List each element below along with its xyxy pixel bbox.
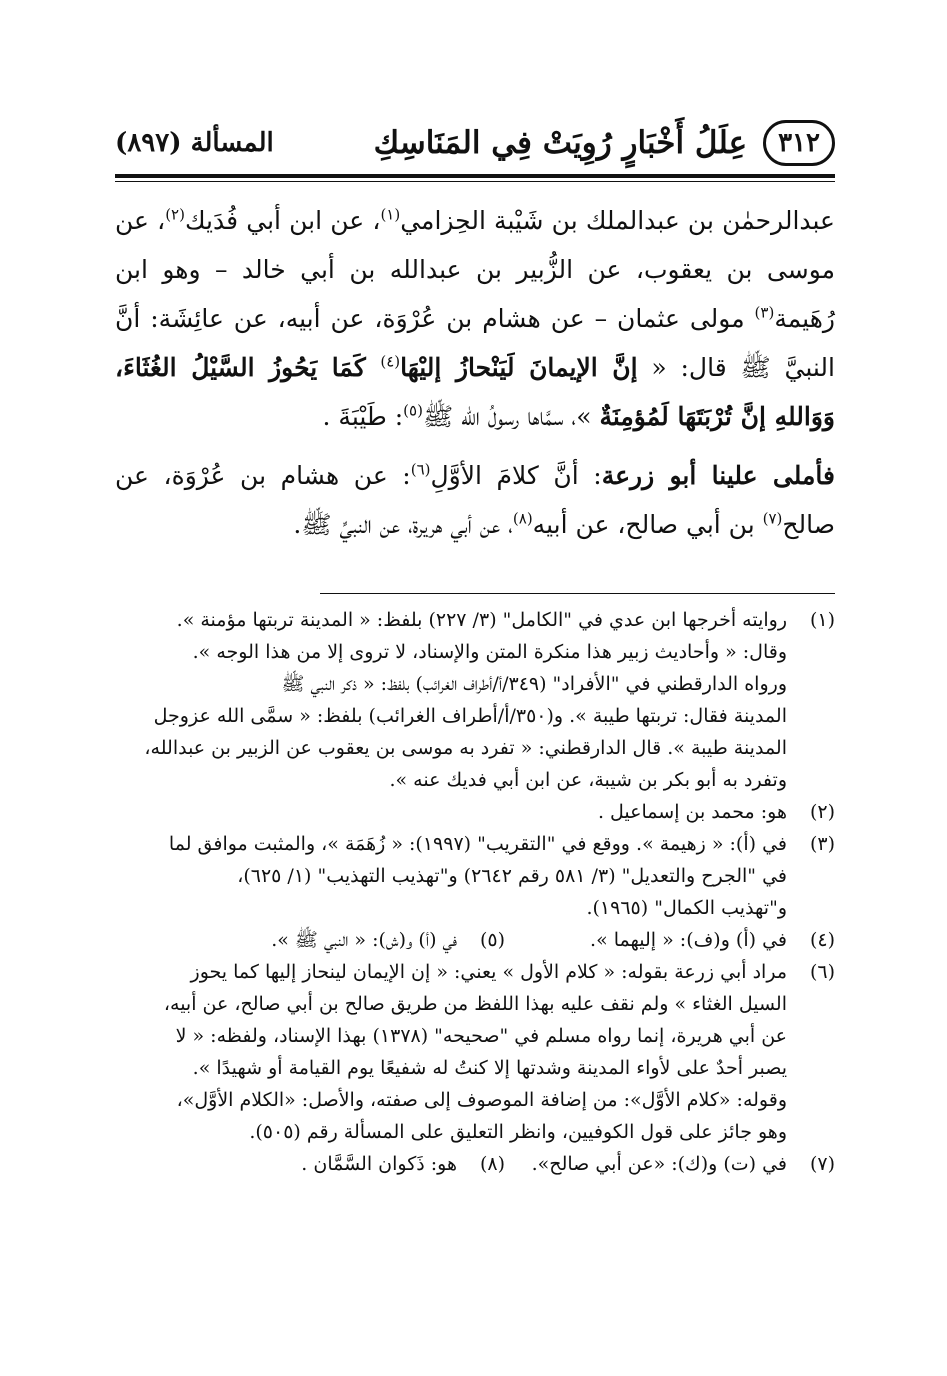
footnote-line: في "الجرح والتعديل" (٣/ ٥٨١ رقم ٢٦٤٢) و"تهذيب التهذيب" (١/ ٦٢٥)، bbox=[237, 865, 787, 887]
footnote-6 bbox=[115, 956, 835, 1148]
footnote-ref-7: (٧) bbox=[762, 509, 783, 528]
footnote-line: روايته أخرجها ابن عدي في "الكامل" (٣/ ٢٢٧) بلفظ: « المدينة تربتها مؤمنة ». bbox=[176, 609, 787, 631]
footnote-number: (٧) bbox=[809, 1153, 835, 1175]
footnote-body: هو: ذَكوان السَّمَّان . bbox=[301, 1153, 457, 1175]
header-right bbox=[374, 120, 835, 166]
footnote-1 bbox=[115, 604, 835, 796]
text-run: : أنَّ كلامَ الأوَّلِ bbox=[430, 461, 602, 490]
footnote-line: وهو جائز على قول الكوفيين، وانظر التعليق على المسألة رقم (٥٠٥). bbox=[249, 1121, 787, 1143]
main-text bbox=[115, 196, 835, 549]
footnote-body bbox=[115, 828, 787, 924]
text-run: عبدالرحمٰن بن عبدالملك بن شَيْبة الحِزامي bbox=[400, 206, 835, 235]
footnote-separator bbox=[320, 593, 835, 594]
footnote-number: (٥) bbox=[479, 929, 505, 951]
text-run: : عن هشام بن عُرْوَة، عن صالح bbox=[115, 461, 835, 539]
footnote-number: (٤) bbox=[809, 929, 835, 951]
text-run: مولى عثمان – عن هشام بن عُرْوَة، عن أبيه، عن عائِشَة: أنَّ النبيَّ ﷺ قال: « bbox=[115, 304, 835, 382]
footnote-7-8-row bbox=[115, 1148, 835, 1180]
footnote-body bbox=[115, 796, 787, 828]
bold-lead: فأملى علينا أبو زرعة bbox=[601, 461, 835, 490]
footnote-line: وقوله: «كلام الأوَّل»: من إضافة الموصوف إلى صفته، والأصل: «الكلام الأوَّل»، bbox=[176, 1089, 787, 1111]
header-rule-thin bbox=[115, 181, 835, 182]
footnote-line: في (أ): « زهيمة ». ووقع في "التقريب" (١٩٩٧): « زُهَمَة »، والمثبت موافق لما bbox=[168, 833, 787, 855]
footnote-2 bbox=[115, 796, 835, 828]
paragraph-2 bbox=[115, 451, 835, 549]
footnote-number: (١) bbox=[809, 609, 835, 631]
footnote-ref-5: (٥) bbox=[403, 401, 423, 420]
paragraph-1 bbox=[115, 196, 835, 441]
footnote-body bbox=[115, 956, 787, 1148]
footnote-number: (٣) bbox=[809, 833, 835, 855]
text-run: ، عن موسى بن يعقوب، عن الزُّبير بن عبدالله بن أبي خالد – وهو ابن رُهَيمة bbox=[115, 206, 835, 333]
footnote-line: هو: محمد بن إسماعيل . bbox=[597, 801, 787, 823]
footnote-ref-6: (٦) bbox=[410, 460, 431, 479]
footnote-line: و"تهذيب الكمال" (١٩٦٥). bbox=[586, 897, 787, 919]
hadith-text: كَمَا يَحُوزُ السَّيْلُ الغُثَاءَ، وَوَاللهِ إنَّ تُرْبَتَهَا لَمُؤمِنَةٌ bbox=[115, 353, 835, 431]
footnote-4-5-row bbox=[115, 924, 835, 956]
footnote-ref-3: (٣) bbox=[754, 303, 775, 322]
footnote-line: مراد أبي زرعة بقوله: « كلام الأول » يعني: « إن الإيمان لينحاز إليها كما يحوز bbox=[190, 961, 787, 983]
footnote-7 bbox=[505, 1148, 835, 1180]
footnote-line: المدينة فقال: تربتها طيبة ». و(٣٥٠/أ/أطراف الغرائب) بلفظ: « سمَّى الله عزوجل bbox=[153, 705, 787, 727]
footnote-line: وقال: « وأحاديث زبير هذا منكرة المتن والإسناد، لا تروى إلا من هذا الوجه ». bbox=[192, 641, 787, 663]
footnote-ref-2: (٢) bbox=[165, 205, 185, 224]
footnote-number: (٨) bbox=[479, 1153, 505, 1175]
footnote-line: يصبر أحدٌ على لأواء المدينة وشدتها إلا كنتُ له شفيعًا يوم القيامة أو شهيدًا ». bbox=[192, 1057, 787, 1079]
footnotes bbox=[115, 604, 835, 1180]
issue-label: المسألة (٨٩٧) bbox=[115, 128, 274, 158]
text-run: ، عن ابن أبي فُدَيك bbox=[184, 206, 381, 235]
footnote-line: السيل الغثاء » ولم نقف عليه بهذا اللفظ من طريق صالح بن أبي صالح، عن أبيه، bbox=[163, 993, 787, 1015]
footnote-body: في (أ) و(ش): « النبي ﷺ ». bbox=[271, 929, 457, 951]
header-rule-thick bbox=[115, 174, 835, 178]
footnote-3 bbox=[115, 828, 835, 924]
footnote-5 bbox=[271, 924, 505, 956]
page-header bbox=[115, 118, 835, 168]
text-run: بن أبي صالح، عن أبيه bbox=[532, 510, 763, 539]
footnote-line: المدينة طيبة ». قال الدارقطني: « تفرد به موسى بن يعقوب عن الزبير بن عبدالله، bbox=[144, 737, 787, 759]
footnote-body: في (أ) و(ف): « إليهما ». bbox=[590, 929, 787, 951]
footnote-line: وتفرد به أبو بكر بن شيبة، عن ابن أبي فديك عنه ». bbox=[389, 769, 787, 791]
footnote-line: عن أبي هريرة، إنما رواه مسلم في "صحيحه" (١٣٧٨) بهذا الإسناد، ولفظه: « لا bbox=[175, 1025, 787, 1047]
footnote-line: ورواه الدارقطني في "الأفراد" (٣٤٩/أ/أطراف الغرائب) بلفظ: « ذكر النبي ﷺ bbox=[281, 673, 787, 695]
footnote-ref-8: (٨) bbox=[512, 509, 533, 528]
page-number: ٣١٢ bbox=[763, 120, 835, 166]
book-title: عِلَلُ أَخْبَارٍ رُوِيَتْ فِي المَنَاسِكِ bbox=[373, 125, 748, 161]
footnote-body bbox=[115, 604, 787, 796]
footnote-4 bbox=[505, 924, 835, 956]
footnote-8 bbox=[301, 1148, 505, 1180]
footnote-ref-1: (١) bbox=[380, 205, 401, 224]
text-run: ، عن أبي هريرة، عن النبيِّ ﷺ. bbox=[293, 510, 513, 539]
footnote-ref-4: (٤) bbox=[380, 352, 401, 371]
hadith-text: إنَّ الإيمانَ لَيَنْحازُ إليْهَا bbox=[400, 353, 638, 382]
text-run: »، سمَّاها رسولُ الله ﷺ bbox=[422, 402, 600, 431]
footnote-number: (٦) bbox=[809, 961, 835, 983]
footnote-body: في (ت) و(ك): «عن أبي صالح». bbox=[531, 1153, 787, 1175]
footnote-number: (٢) bbox=[809, 801, 835, 823]
text-run: : طَيْبَةَ . bbox=[322, 402, 404, 431]
